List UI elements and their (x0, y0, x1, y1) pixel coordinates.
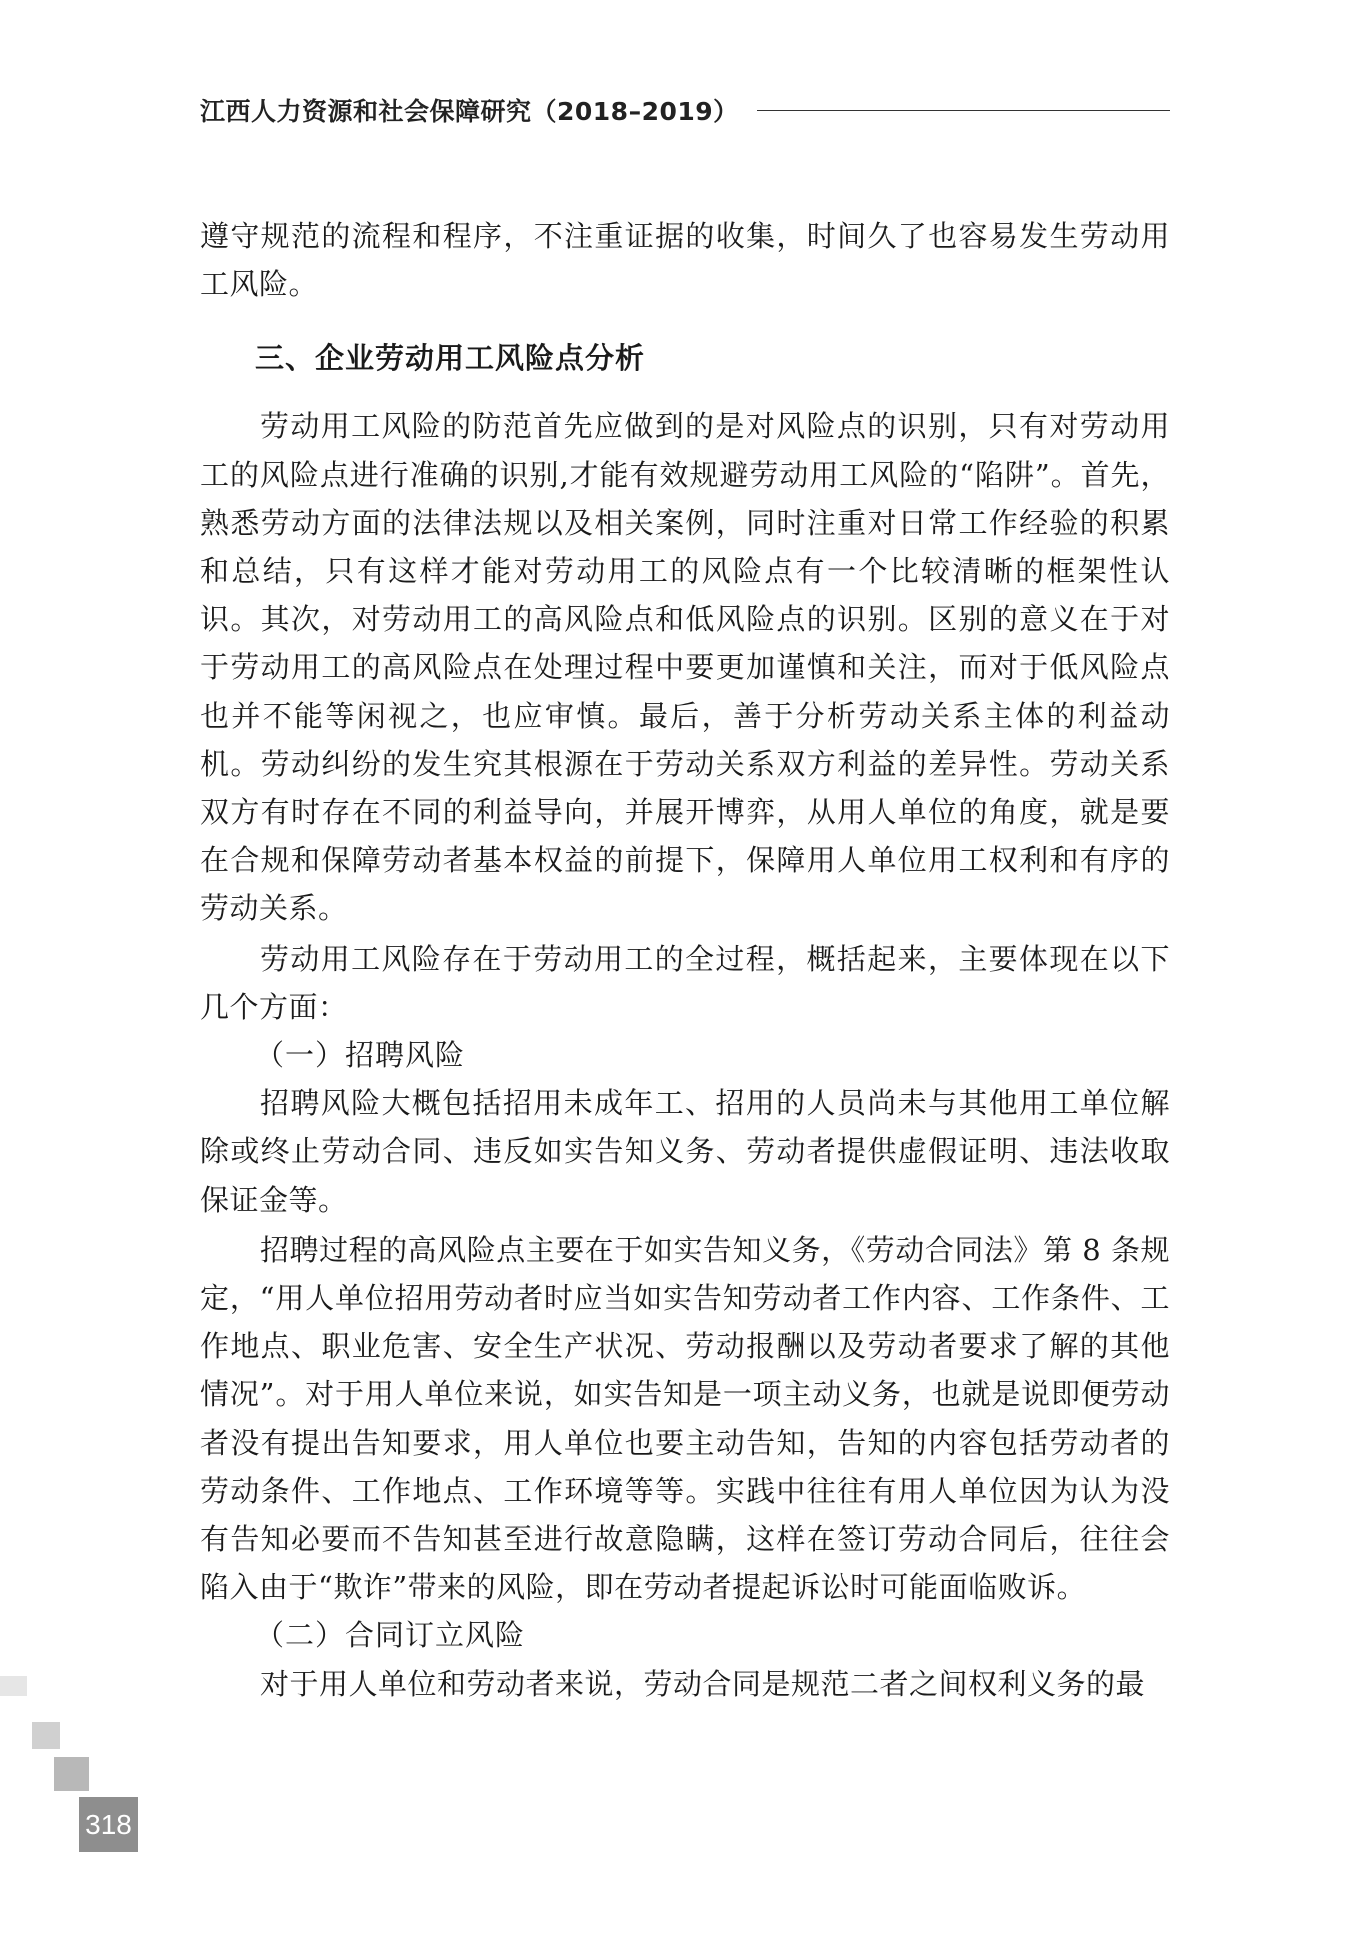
subheading-recruitment-risk: （一）招聘风险 (255, 1038, 466, 1073)
decorative-square (32, 1722, 60, 1749)
paragraph-recruitment-risk: 招聘风险大概包括招用未成年工、招用的人员尚未与其他用工单位解除或终止劳动合同、违反如实告知义务、劳动者提供虚假证明、违法收取保证金等。 (200, 1086, 1170, 1217)
paragraph-contract-risk: 对于用人单位和劳动者来说，劳动合同是规范二者之间权利义务的最 (260, 1666, 1146, 1701)
header-rule (757, 110, 1170, 111)
continuation-paragraph: 遵守规范的流程和程序，不注重证据的收集，时间久了也容易发生劳动用工风险。 (200, 219, 1170, 302)
paragraph-risk-identification: 劳动用工风险的防范首先应做到的是对风险点的识别，只有对劳动用工的风险点进行准确的识别,才能有效规避劳动用工风险的“陷阱”。首先，熟悉劳动方面的法律法规以及相关案例，同时注重对日常工作经验的积累和总结，只有这样才能对劳动用工的风险点有一个比较清晰的框架性认识。其次，对劳动用工的高风险点和低风险点的识别。区别的意义在于对于劳动用工的高风险点在处理过程中要更加谨慎和关注，而对于低风险点也并不能等闲视之，也应审慎。最后，善于分析劳动关系主体的利益动机。劳动纠纷的发生究其根源在于劳动关系双方利益的差异性。劳动关系双方有时存在不同的利益导向，并展开博弈，从用人单位的角度，就是要在合规和保障劳动者基本权益的前提下，保障用人单位用工权利和有序的劳动关系。 (200, 409, 1170, 926)
book-title: 江西人力资源和社会保障研究（2018–2019） (200, 97, 739, 126)
decorative-square (54, 1757, 89, 1791)
paragraph-disclosure-duty: 招聘过程的高风险点主要在于如实告知义务，《劳动合同法》第 8 条规定，“用人单位招用劳动者时应当如实告知劳动者工作内容、工作条件、工作地点、职业危害、安全生产状况、劳动报酬以及劳动者要求了解的其他情况”。对于用人单位来说，如实告知是一项主动义务，也就是说即便劳动者没有提出告知要求，用人单位也要主动告知，告知的内容包括劳动者的劳动条件、工作地点、工作环境等等。实践中往往有用人单位因为认为没有告知必要而不告知甚至进行故意隐瞒，这样在签订劳动合同后，往往会陷入由于“欺诈”带来的风险，即在劳动者提起诉讼时可能面临败诉。 (200, 1232, 1170, 1605)
subheading-contract-risk: （二）合同订立风险 (255, 1618, 526, 1653)
paragraph-risk-overview: 劳动用工风险存在于劳动用工的全过程，概括起来，主要体现在以下几个方面： (200, 941, 1170, 1024)
main-text (200, 212, 1170, 1708)
page-number: 318 (79, 1797, 138, 1852)
decorative-square (0, 1676, 27, 1696)
running-header (200, 90, 1170, 130)
section-heading: 三、企业劳动用工风险点分析 (255, 341, 646, 376)
